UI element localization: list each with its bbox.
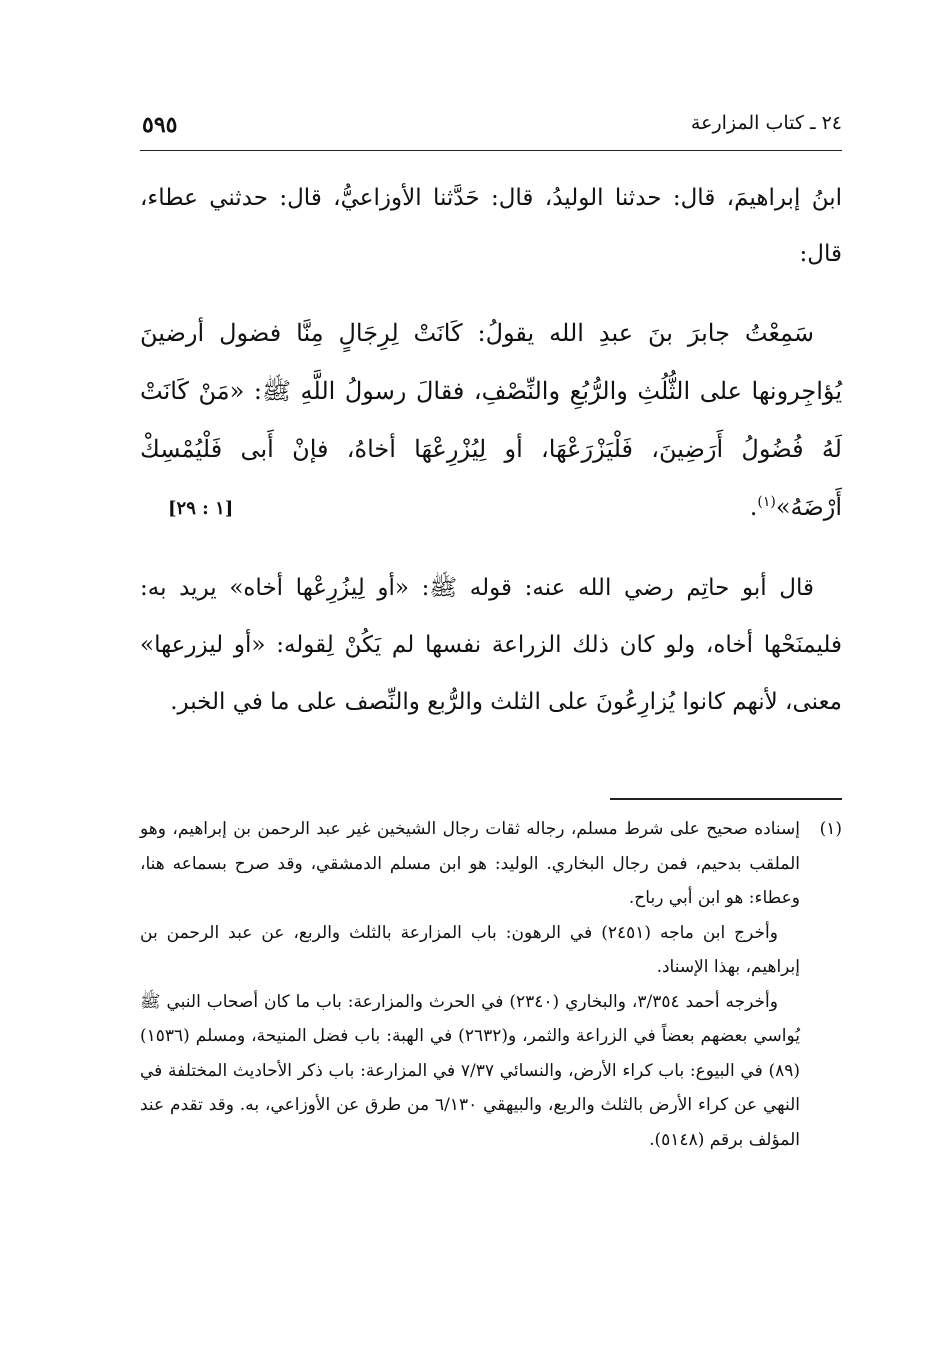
footnote-rule [610, 798, 842, 800]
book-page [140, 100, 842, 1280]
hadith-end: . [749, 493, 758, 521]
main-text [140, 170, 842, 731]
isnad-paragraph: ابنُ إبراهيمَ، قال: حدثنا الوليدُ، قال: حَدَّثنا الأوزاعيُّ، قال: حدثني عطاء، قال: [140, 185, 842, 267]
commentary-paragraph: قال أبو حاتِم رضي الله عنه: قوله ﷺ: «أو لِيزُرِعْها أخاه» يريد به: فليمنَحْها أخاه، ولو كان ذلك الزراعة نفسها لم يَكُنْ لِقوله: «أو ليزرعها» معنى، لأنهم كانوا يُزارِعُونَ على الثلث والرُّبع والنِّصف على ما في الخبر. [140, 575, 842, 715]
footnote-1 [140, 812, 842, 916]
running-title: ٢٤ ـ كتاب المزارعة [690, 112, 842, 134]
footnote-ahmad: وأخرجه أحمد ٣/٣٥٤، والبخاري (٢٣٤٠) في الحرث والمزارعة: باب ما كان أصحاب النبي ﷺ يُواسي بعضهم بعضاً في الزراعة والثمر، و(٢٦٣٢) في الهبة: باب فضل المنيحة، ومسلم (١٥٣٦) (٨٩) في البيوع: باب كراء الأرض، والنسائي ٧/٣٧ في المزارعة: باب ذكر الأحاديث المختلفة في النهي عن كراء الأرض بالثلث والربع، والبيهقي ٦/١٣٠ من طرق عن الأوزاعي، به. وقد تقدم عند المؤلف برقم (٥١٤٨). [140, 991, 800, 1150]
header-rule [140, 150, 842, 151]
footnotes [140, 812, 842, 1157]
hadith-text: سَمِعْتُ جابرَ بنَ عبدِ الله يقولُ: كَانَتْ لِرِجَالٍ مِنَّا فضول أرضينَ يُؤاجِرونها على الثُّلُثِ والرُّبُعِ والنِّصْفِ، فقالَ رسولُ اللَّهِ ﷺ: «مَنْ كَانَتْ لَهُ فُضُولُ أَرَضِينَ، فَلْيَزْرَعْهَا، أو لِيُزْرِعْهَا أخاهُ، فإنْ أَبى فَلْيُمْسِكْ أَرْضَهُ» [140, 319, 842, 521]
footnote-marker[interactable]: (١) [757, 494, 776, 510]
footnote-ibn-majah: وأخرج ابن ماجه (٢٤٥١) في الرهون: باب المزارعة بالثلث والربع، عن عبد الرحمن بن إبراهيم، بهذا الإسناد. [140, 922, 800, 977]
hadith-paragraph [140, 304, 842, 536]
footnote-number: (١) [819, 819, 842, 839]
takhrij-reference: [١ : ٢٩] [168, 498, 234, 519]
page-number: ٥٩٥ [142, 112, 178, 138]
footnote-1-text: إسناده صحيح على شرط مسلم، رجاله ثقات رجال الشيخين غير عبد الرحمن بن إبراهيم، وهو الملقب بدحيم، فمن رجال البخاري. الوليد: هو ابن مسلم الدمشقي، وقد صرح بسماعه هنا، وعطاء: هو ابن أبي رباح. [140, 819, 800, 908]
page-header [140, 110, 842, 144]
